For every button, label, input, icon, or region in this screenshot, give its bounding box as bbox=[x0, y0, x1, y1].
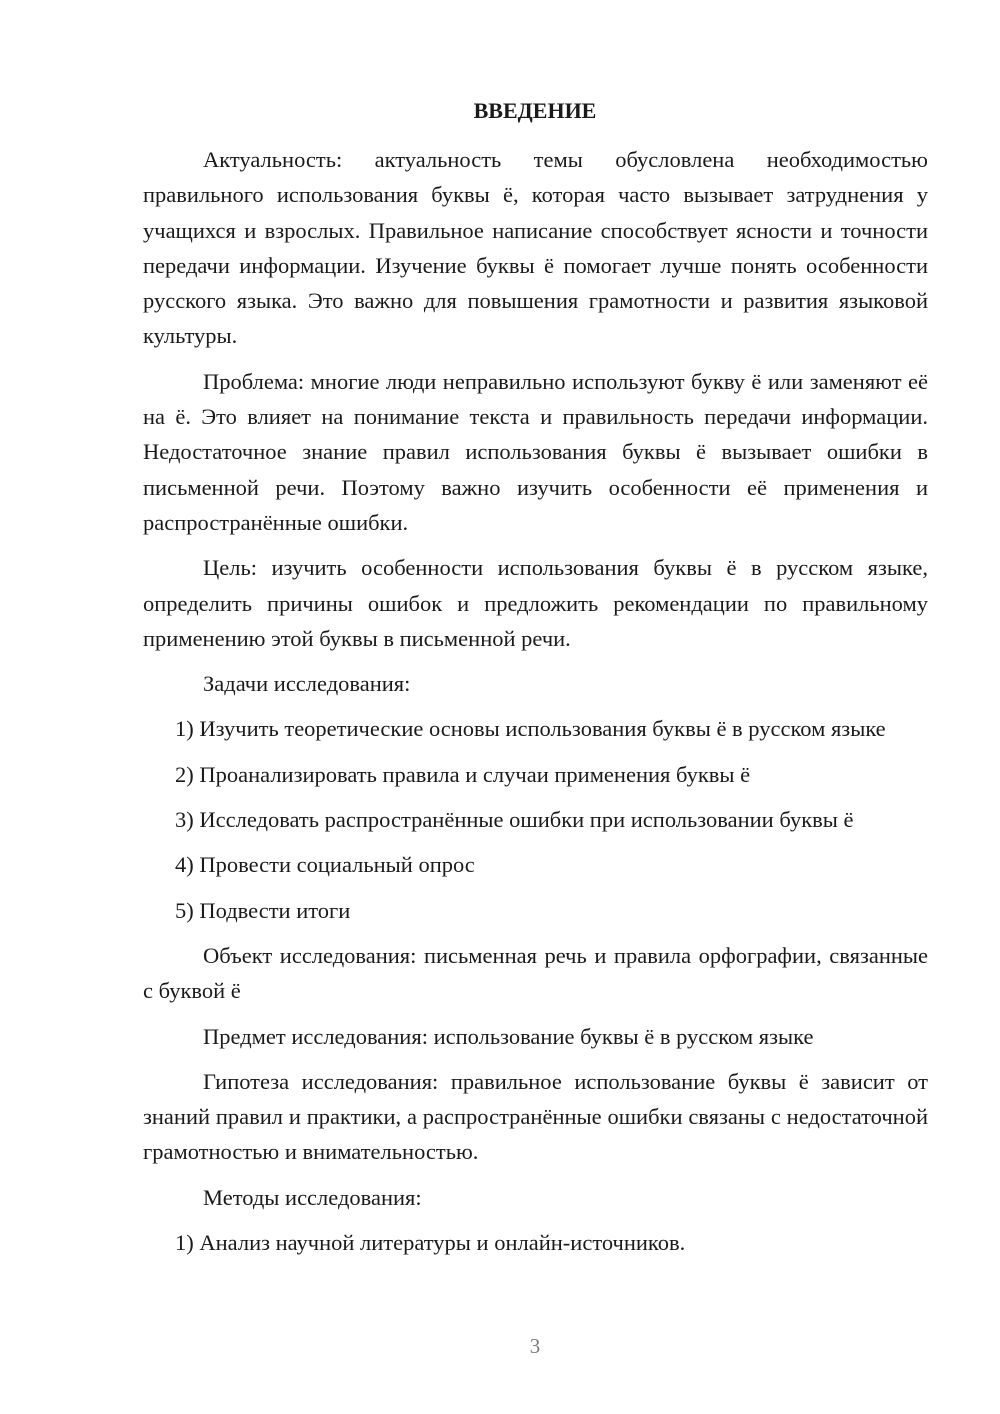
paragraph-tasks-heading: Задачи исследования: bbox=[203, 671, 411, 697]
paragraph-object: Объект исследования: письменная речь и правила орфографии, связанные с буквой ё bbox=[143, 942, 928, 1004]
list-item-task-4: 4) Провести социальный опрос bbox=[175, 852, 475, 878]
paragraph-hypothesis: Гипотеза исследования: правильное использование буквы ё зависит от знаний правил и практики, а распространённые ошибки связаны с недостаточной грамотностью и внимательностью. bbox=[143, 1068, 928, 1165]
list-item-task-1: 1) Изучить теоретические основы использования буквы ё в русском языке bbox=[175, 716, 886, 742]
paragraph-goal: Цель: изучить особенности использования буквы ё в русском языке, определить причины ошибок и предложить рекомендации по правильному применению этой буквы в письменной речи. bbox=[143, 555, 928, 651]
paragraph-relevance: Актуальность: актуальность темы обусловлена необходимостью правильного использования буквы ё, которая часто вызывает затруднения у учащихся и взрослых. Правильное написание способствует ясности и точности передачи информации. Изучение буквы ё помогает лучше понять особенности русского языка. Это важно для повышения грамотности и развития языковой культуры. bbox=[143, 147, 928, 349]
list-item-task-3: 3) Исследовать распространённые ошибки при использовании буквы ё bbox=[175, 807, 854, 833]
paragraph-methods-heading: Методы исследования: bbox=[203, 1184, 422, 1210]
paragraph-problem: Проблема: многие люди неправильно используют букву ё или заменяют её на ё. Это влияет на понимание текста и правильность передачи информации. Недостаточное знание правил использования буквы ё вызывает ошибки в письменной речи. Поэтому важно изучить особенности её применения и распространённые ошибки. bbox=[143, 368, 928, 535]
list-item-method-1: 1) Анализ научной литературы и онлайн-источников. bbox=[175, 1230, 686, 1256]
page-number: 3 bbox=[529, 1334, 541, 1358]
paragraph-subject: Предмет исследования: использование буквы ё в русском языке bbox=[203, 1023, 814, 1049]
list-item-task-5: 5) Подвести итоги bbox=[175, 897, 351, 923]
body-text bbox=[143, 142, 928, 1270]
page-title: ВВЕДЕНИЕ bbox=[473, 98, 597, 123]
list-item-task-2: 2) Проанализировать правила и случаи применения буквы ё bbox=[175, 761, 751, 787]
